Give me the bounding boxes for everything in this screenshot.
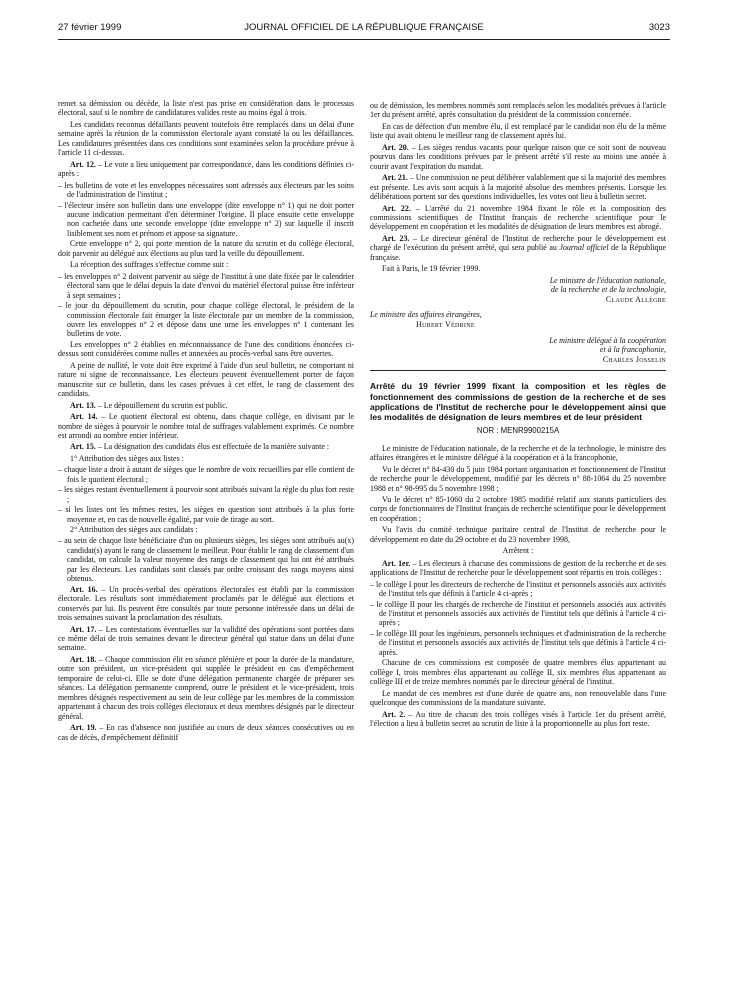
list-item: – les sièges restant éventuellement à pourvoir sont attribués suivant la règle du plus fort reste ; xyxy=(58,485,354,504)
signatory-name: Claude Allègre xyxy=(605,294,666,304)
article-23 xyxy=(370,234,666,262)
article-text: – En cas d'absence non justifiée au cours de deux séances consécutives ou en cas de décès, d'empêchement définitif xyxy=(58,723,354,742)
paragraph: Les candidats reconnus défaillants peuvent toutefois être remplacés dans un délai d'une semaine après la réunion de la commission électorale ayant constaté la ou les défaillances. Les candidatures présentées dans ces conditions sont examinées selon la procédure prévue à l'article 11 ci-dessus. xyxy=(58,119,354,158)
article-text: – Le directeur général de l'Institut de recherche pour le développement est chargé de l'exécution du présent arrêté, qui sera publié au xyxy=(370,233,666,253)
article-label: Art. 13. xyxy=(70,400,96,410)
article-text: – Au titre de chacun des trois collèges visés à l'article 1er du présent arrêté, l'élection a lieu à bulletin secret au scrutin de liste à la proportionnelle au plus fort reste. xyxy=(370,709,666,728)
paragraph: Cette enveloppe n° 2, qui porte mention de la nature du scrutin et du collège électoral, doit parvenir au délégué aux élections au plus tard la veille du dépouillement. xyxy=(58,239,354,258)
list-item: – le collège I pour les directeurs de recherche de l'institut et personnels associés aux activités de l'institut tels que définis à l'article 4 ci-après ; xyxy=(370,579,666,599)
paragraph: Le ministre de l'éducation nationale, de la recherche et de la technologie, le ministre des affaires étrangères et le ministre délégué à la coopération et à la francophonie, xyxy=(370,443,666,463)
header-date: 27 février 1999 xyxy=(58,22,122,33)
list-item: – le collège III pour les ingénieurs, personnels techniques et d'administration de la recherche de l'institut et personnels associés aux activités de l'institut tels que définis à l'article 4 ci-après. xyxy=(370,628,666,657)
decree-title: Arrêté du 19 février 1999 fixant la composition et les règles de fonctionnement des commissions de gestion de la recherche et de ses applications de l'Institut de recherche pour le développement ainsi que les modalités de désignation de leurs membres et de leur président xyxy=(370,381,666,423)
article-label: Art. 14. xyxy=(70,412,98,422)
list-item: – le jour du dépouillement du scrutin, pour chaque collège électoral, le président de la commission électorale fait émarger la liste électorale par un membre de la commission, ouvre les enveloppes n° 2 et dépose dans une urne les enveloppes n° 1 contenant les bulletins de vote. xyxy=(58,301,354,339)
article-22 xyxy=(370,204,666,232)
article-label: Art. 12. xyxy=(70,159,96,169)
paragraph: Vu l'avis du comité technique paritaire central de l'Institut de recherche pour le développement en date du 29 octobre et du 23 novembre 1998, xyxy=(370,525,666,544)
signatory-name: Hubert Védrine xyxy=(416,320,475,330)
paragraph: La réception des suffrages s'effectue comme suit : xyxy=(70,260,229,270)
header-rule xyxy=(58,39,670,40)
signatory-role: et à la francophonie, xyxy=(599,345,666,355)
paragraph: Vu le décret n° 85-1060 du 2 octobre 1985 modifié relatif aux statuts particuliers des corps de fonctionnaires de l'Institut français de recherche scientifique pour le développement en coopération ; xyxy=(370,494,666,523)
article-2 xyxy=(370,710,666,729)
nor-reference: NOR : MENR9900215A xyxy=(476,426,560,436)
signing-place-date: Fait à Paris, le 19 février 1999. xyxy=(382,264,481,274)
article-text: – La désignation des candidats élus est effectuée de la manière suivante : xyxy=(95,442,330,452)
article-text: – Le dépouillement du scrutin est public. xyxy=(95,400,228,410)
section-heading: 1° Attribution des sièges aux listes : xyxy=(70,453,184,463)
article-1 xyxy=(370,559,666,578)
article-text: – Le vote a lieu uniquement par correspondance, dans les conditions définies ci-après : xyxy=(58,159,355,179)
paragraph: Chacune de ces commissions est composée de quatre membres élus appartenant au collège I, trois membres élus appartenant au collège II, six membres élus appartenant au collège III et de treize membres nommés par le directeur général de l'institut. xyxy=(370,658,666,687)
article-14 xyxy=(58,412,354,440)
paragraph: En cas de défection d'un membre élu, il est remplacé par le candidat non élu de la même liste qui avait obtenu le meilleur rang de classement après lui. xyxy=(370,121,666,141)
paragraph: Vu le décret n° 84-430 du 5 juin 1984 portant organisation et fonctionnement de l'Institut de recherche pour le développement, modifié par les décrets n° 88-1064 du 25 novembre 1988 et n° 98-995 du 5 novembre 1998 ; xyxy=(370,464,666,493)
section-heading: 2° Attribution des sièges aux candidats : xyxy=(70,525,198,535)
article-text: – Le quotient électoral est obtenu, dans chaque collège, en divisant par le nombre de sièges à pourvoir le nombre total de suffrages valablement exprimés. Ce nombre est arrondi au nombre entier inférieur. xyxy=(58,412,354,440)
article-label: Art. 20. xyxy=(382,142,409,152)
header-page-number: 3023 xyxy=(648,22,670,33)
paragraph: A peine de nullité, le vote doit être exprimé à l'aide d'un seul bulletin, ne comportant ni rature ni signe de reconnaissance. Les électeurs peuvent éventuellement porter de façon manuscrite sur ce bulletin, dans les cases prévues à cet effet, le rang de classement des candidats. xyxy=(58,360,354,399)
article-label: Art. 21. xyxy=(382,173,408,183)
article-16 xyxy=(58,585,354,623)
article-text: – Les sièges rendus vacants pour quelque raison que ce soit sont de nouveau pourvus dans les conditions prévues par le présent arrêté s'il reste au moins une année à courir avant l'expiration du mandat. xyxy=(370,142,667,171)
article-19 xyxy=(58,723,354,742)
list-item: – chaque liste a droit à autant de sièges que le nombre de voix recueillies par elle contient de fois le quotient électoral ; xyxy=(58,465,354,484)
article-text: – Chaque commission élit en séance plénière et pour la durée de la mandature, outre son président, un vice-président qui supplée le président en cas d'empêchement temporaire de celui-ci. Elle se dote d'une délégation permanente chargée de préparer ses séances. La délégation permanente comprend, outre le président et le vice-président, trois membres désignés respectivement au sein de leur collège par les membres de la commission appartenant à chacun des trois collèges électoraux et deux membres désignés par le directeur général. xyxy=(58,654,354,721)
paragraph: remet sa démission ou décède, la liste n'est pas prise en considération dans le processus électoral, sauf si le nombre de candidatures valides reste au moins égal à trois. xyxy=(58,99,354,118)
signature-block-education xyxy=(370,276,666,305)
article-label: Art. 1er. xyxy=(382,558,411,568)
article-label: Art. 19. xyxy=(70,723,97,733)
article-label: Art. 23. xyxy=(382,233,410,243)
right-column xyxy=(370,101,666,730)
article-label: Art. 22. xyxy=(382,203,411,213)
arretent-heading: Arrêtent : xyxy=(502,546,534,556)
journal-name: Journal officiel xyxy=(559,243,609,253)
article-label: Art. 2. xyxy=(382,709,406,719)
article-21 xyxy=(370,173,666,201)
article-13 xyxy=(58,401,354,410)
list-item: – au sein de chaque liste bénéficiaire d'un ou plusieurs sièges, les sièges sont attribués au(x) candidat(s) ayant le rang de classement le meilleur. Pour établir le rang de classement d'un candidat, on calcule la valeur moyenne des rangs de classement qui lui ont été attribués par les électeurs. Les candidats sont classés par ordre croissant des rangs moyens ainsi obtenus. xyxy=(58,536,354,584)
signatory-role: de la recherche et de la technologie, xyxy=(550,285,666,295)
article-17 xyxy=(58,625,354,653)
signature-block-foreign-affairs xyxy=(370,310,666,329)
list-item: – les bulletins de vote et les enveloppes nécessaires sont adressés aux électeurs par les soins de l'administration de l'institut ; xyxy=(58,180,354,200)
paragraph: Le mandat de ces membres est d'une durée de quatre ans, non renouvelable dans l'une quelconque des commissions de la mandature suivante. xyxy=(370,688,666,708)
header-journal-title: JOURNAL OFFICIEL DE LA RÉPUBLIQUE FRANÇAISE xyxy=(244,22,484,33)
article-20 xyxy=(370,143,666,171)
signatory-role: Le ministre délégué à la coopération xyxy=(549,335,666,345)
article-text: – Les électeurs à chacune des commissions de gestion de la recherche et de ses applications de l'Institut de recherche pour le développement sont répartis en trois collèges : xyxy=(370,558,666,578)
signatory-role: Le ministre de l'éducation nationale, xyxy=(549,275,666,285)
article-text: – L'arrêté du 21 novembre 1984 fixant le rôle et la composition des commissions scientifiques de l'Institut français de recherche scientifique pour le développement en coopération et les modalités de désignation de leurs membres est abrogé. xyxy=(370,203,666,232)
article-18 xyxy=(58,655,354,721)
article-label: Art. 17. xyxy=(70,624,97,634)
article-text: – Les contestations éventuelles sur la validité des opérations sont portées dans ce même délai de trois semaines devant le directeur général qui statue dans un délai d'une semaine. xyxy=(58,624,354,653)
article-label: Art. 15. xyxy=(70,442,96,452)
article-label: Art. 16. xyxy=(70,584,98,594)
article-text: de la République française. xyxy=(370,243,667,262)
left-column xyxy=(58,99,354,744)
paragraph: Les enveloppes n° 2 établies en méconnaissance de l'une des conditions énoncées ci-dessus sont considérées comme nulles et annexées au procès-verbal sans être ouvertes. xyxy=(58,339,354,359)
signatory-role: Le ministre des affaires étrangères, xyxy=(370,310,482,320)
section-divider xyxy=(370,370,666,371)
list-item: – si les listes ont les mêmes restes, les sièges en question sont attribués à la plus forte moyenne et, en cas de nouvelle égalité, par voie de tirage au sort. xyxy=(58,505,354,524)
article-text: – Une commission ne peut délibérer valablement que si la majorité des membres est présente. Les avis sont acquis à la majorité absolue des membres présents. Lorsque les délibérations portent sur des questions individuelles, les votes ont lieu à bulletin secret. xyxy=(370,173,666,202)
list-item: – l'électeur insère son bulletin dans une enveloppe (dite enveloppe n° 1) qui ne doit porter aucune indication permettant d'en déterminer l'origine. Il place ensuite cette enveloppe non cachetée dans une seconde enveloppe (dite enveloppe n° 2) sur laquelle il inscrit lisiblement ses nom et prénom et appose sa signature. xyxy=(58,200,354,238)
paragraph: ou de démission, les membres nommés sont remplacés selon les modalités prévues à l'article 1er du présent arrêté, après consultation du président de la commission concernée. xyxy=(370,101,666,120)
article-text: – Un procès-verbal des opérations électorales est établi par la commission électorale. Les résultats sont immédiatement proclamés par le délégué aux élections et conservés par lui. Ils peuvent être consultés par toute personne intéressée dans un délai de trois semaines suivant la proclamation des résultats. xyxy=(58,584,354,623)
signatory-name: Charles Josselin xyxy=(602,354,666,364)
article-12 xyxy=(58,160,354,179)
page-header xyxy=(58,22,670,36)
signature-block-cooperation xyxy=(370,336,666,365)
article-15 xyxy=(58,442,354,451)
article-label: Art. 18. xyxy=(70,654,97,664)
list-item: – les enveloppes n° 2 doivent parvenir au siège de l'institut à une date fixée par le calendrier électoral sans que le délai depuis la date d'envoi du matériel électoral puisse être inférieur à sept semaines ; xyxy=(58,271,354,300)
list-item: – le collège II pour les chargés de recherche de l'institut et personnels associés aux activités de l'institut et personnels associés aux activités de l'institut tels que définis à l'article 4 ci-après ; xyxy=(370,599,666,628)
